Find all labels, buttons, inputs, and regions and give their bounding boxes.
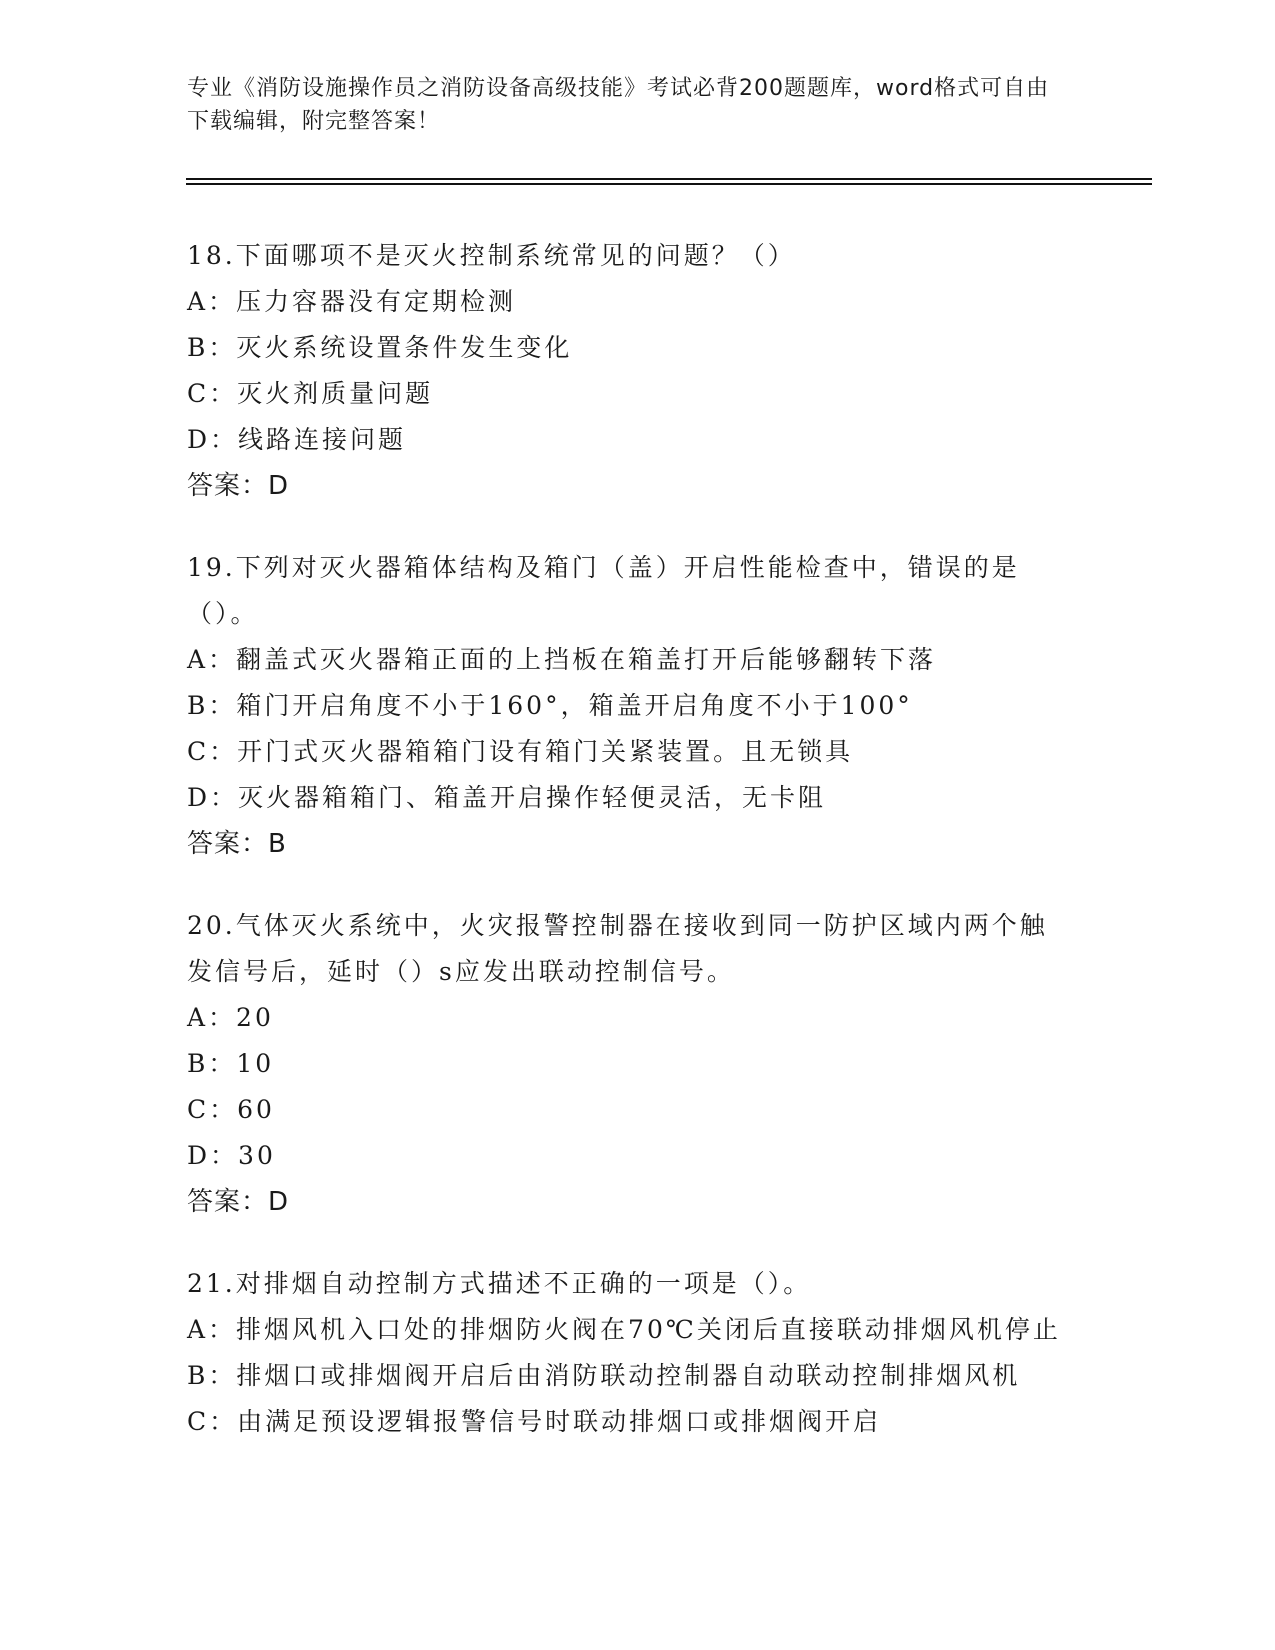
option-c: C：灭火剂质量问题 xyxy=(187,379,434,408)
option-d: D：灭火器箱箱门、箱盖开启操作轻便灵活，无卡阻 xyxy=(187,783,827,812)
option-c: C：由满足预设逻辑报警信号时联动排烟口或排烟阀开启 xyxy=(187,1407,882,1436)
option-a: A：20 xyxy=(187,1003,274,1032)
option-d: D：30 xyxy=(187,1141,276,1170)
option-b: B：灭火系统设置条件发生变化 xyxy=(187,333,573,362)
document-header xyxy=(187,72,1067,138)
answer: 答案：D xyxy=(187,471,290,501)
option-b: B：箱门开启角度不小于160°，箱盖开启角度不小于100° xyxy=(187,691,913,720)
question-stem: 19.下列对灭火器箱体结构及箱门（盖）开启性能检查中，错误的是（）。 xyxy=(187,553,1020,628)
question-21 xyxy=(187,1261,1087,1445)
option-c: C：开门式灭火器箱箱门设有箱门关紧装置。且无锁具 xyxy=(187,737,854,766)
question-stem: 18.下面哪项不是灭火控制系统常见的问题？（） xyxy=(187,241,796,270)
header-rule-bottom xyxy=(186,183,1152,185)
header-rule-top xyxy=(186,178,1152,180)
option-a: A：翻盖式灭火器箱正面的上挡板在箱盖打开后能够翻转下落 xyxy=(187,645,937,674)
question-20 xyxy=(187,903,1087,1225)
question-stem: 21.对排烟自动控制方式描述不正确的一项是（）。 xyxy=(187,1269,812,1298)
document-title: 专业《消防设施操作员之消防设备高级技能》考试必背200题题库，word格式可自由下载编辑，附完整答案！ xyxy=(187,76,1050,134)
question-stem: 20.气体灭火系统中，火灾报警控制器在接收到同一防护区域内两个触发信号后，延时（）s应发出联动控制信号。 xyxy=(187,911,1048,986)
question-18 xyxy=(187,233,1087,509)
option-d: D：线路连接问题 xyxy=(187,425,407,454)
option-a: A：排烟风机入口处的排烟防火阀在70℃关闭后直接联动排烟风机停止 xyxy=(187,1315,1061,1344)
option-c: C：60 xyxy=(187,1095,275,1124)
answer: 答案：D xyxy=(187,1187,290,1217)
answer: 答案：B xyxy=(187,829,287,859)
option-b: B：10 xyxy=(187,1049,275,1078)
option-a: A：压力容器没有定期检测 xyxy=(187,287,517,316)
question-list xyxy=(187,233,1087,1481)
question-19 xyxy=(187,545,1087,867)
option-b: B：排烟口或排烟阀开启后由消防联动控制器自动联动控制排烟风机 xyxy=(187,1361,1021,1390)
